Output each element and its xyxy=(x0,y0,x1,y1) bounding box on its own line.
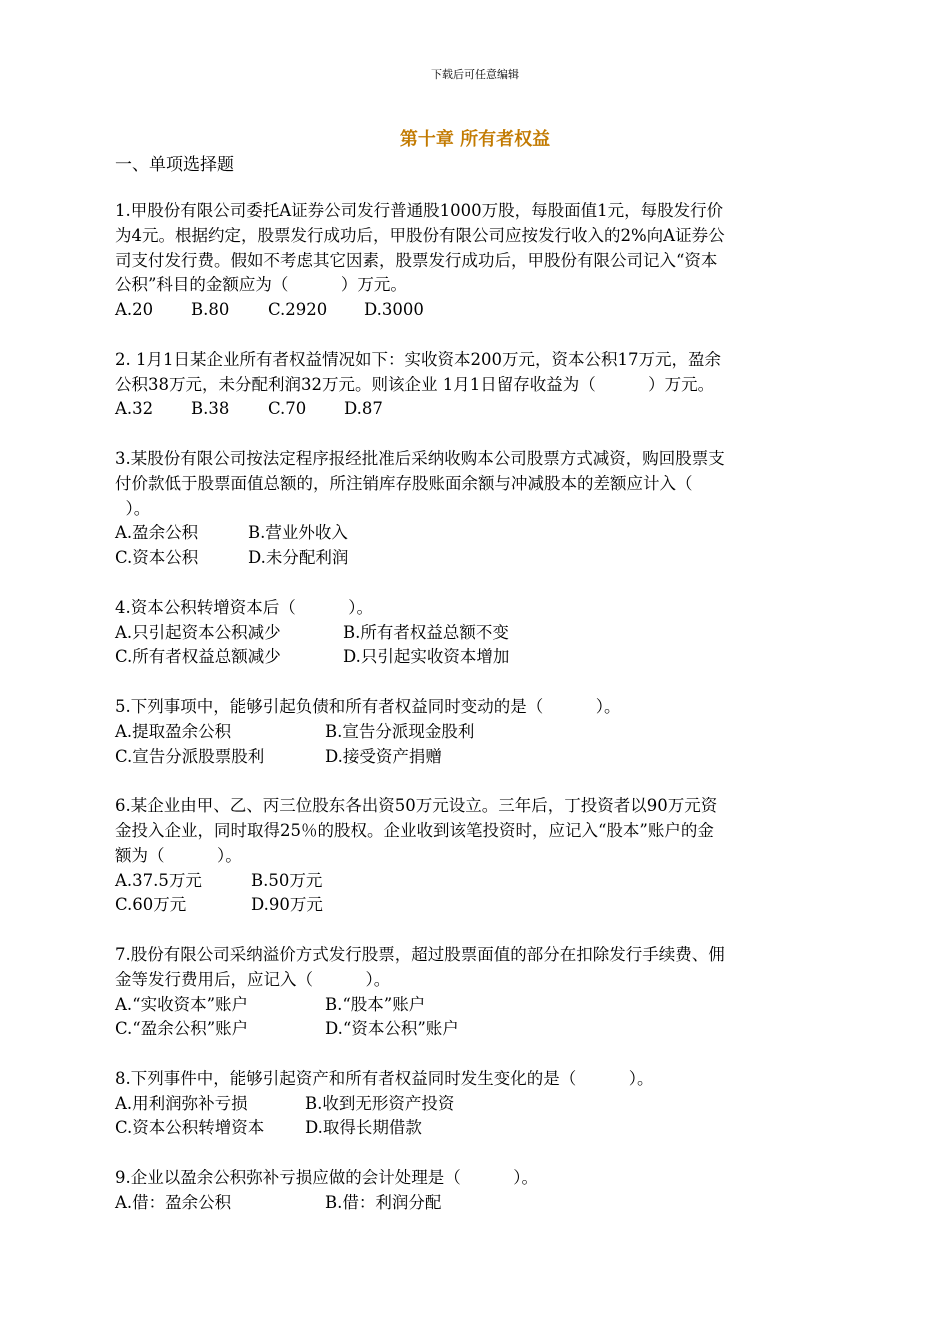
question-6 xyxy=(115,794,840,918)
option-row xyxy=(115,621,840,646)
question-text-line: 为4元。根据约定，股票发行成功后，甲股份有限公司应按发行收入的2%向A证券公 xyxy=(115,225,725,245)
answer-option: A.盈余公积 xyxy=(115,523,199,543)
question-5 xyxy=(115,695,840,769)
answer-option: A.借：盈余公积 xyxy=(115,1192,232,1212)
answer-option: C.资本公积 xyxy=(115,548,199,568)
answer-option: D.“资本公积”账户 xyxy=(325,1019,459,1039)
question-text-line: 8.下列事件中，能够引起资产和所有者权益同时发生变化的是（ ）。 xyxy=(115,1068,654,1088)
question-8 xyxy=(115,1067,840,1141)
spacer xyxy=(115,323,840,348)
question-text-line: 金投入企业，同时取得25％的股权。企业收到该笔投资时，应记入“股本”账户的金 xyxy=(115,820,714,840)
answer-option: A.20 xyxy=(115,300,154,320)
option-row xyxy=(115,720,840,745)
spacer xyxy=(115,422,840,447)
option-row xyxy=(115,893,840,918)
answer-option: A.37.5万元 xyxy=(115,870,202,890)
question-text-line: 9.企业以盈余公积弥补亏损应做的会计处理是（ ）。 xyxy=(115,1168,538,1188)
answer-option: B.借：利润分配 xyxy=(325,1192,442,1212)
spacer xyxy=(115,769,840,794)
section-heading: 一、单项选择题 xyxy=(115,155,234,175)
option-row xyxy=(115,1116,840,1141)
answer-option: C.资本公积转增资本 xyxy=(115,1118,265,1138)
question-4 xyxy=(115,596,840,670)
option-row xyxy=(115,1017,840,1042)
option-row xyxy=(115,745,840,770)
option-row xyxy=(115,1191,840,1216)
answer-option: C.所有者权益总额减少 xyxy=(115,647,281,667)
spacer xyxy=(115,1042,840,1067)
question-text-line: 4.资本公积转增资本后（ ）。 xyxy=(115,597,373,617)
question-text-line: 付价款低于股票面值总额的，所注销库存股账面余额与冲减股本的差额应计入（ xyxy=(115,473,693,493)
spacer xyxy=(115,918,840,943)
question-text-line: 公积”科目的金额应为（ ）万元。 xyxy=(115,275,407,295)
answer-option: B.“股本”账户 xyxy=(325,994,426,1014)
question-text-line: 2. 1月1日某企业所有者权益情况如下：实收资本200万元，资本公积17万元，盈余 xyxy=(115,349,721,369)
answer-option: C.2920 xyxy=(268,300,328,320)
option-row xyxy=(115,546,840,571)
question-text-line: 公积38万元，未分配利润32万元。则该企业 1月1日留存收益为（ ）万元。 xyxy=(115,374,715,394)
question-list xyxy=(115,199,840,1216)
option-row xyxy=(115,397,840,422)
page-header: 下载后可任意编辑 xyxy=(431,68,519,81)
answer-option: D.87 xyxy=(344,399,383,419)
option-row xyxy=(115,869,840,894)
question-text-line: 金等发行费用后，应记入（ ）。 xyxy=(115,969,391,989)
answer-option: C.宣告分派股票股利 xyxy=(115,746,265,766)
answer-option: B.50万元 xyxy=(251,870,323,890)
question-9 xyxy=(115,1166,840,1216)
answer-option: B.38 xyxy=(191,399,230,419)
answer-option: C.60万元 xyxy=(115,895,187,915)
answer-option: B.宣告分派现金股利 xyxy=(325,721,475,741)
question-text-line: ）。 xyxy=(115,498,151,518)
answer-option: A.用利润弥补亏损 xyxy=(115,1093,248,1113)
option-row xyxy=(115,1092,840,1117)
answer-option: A.只引起资本公积减少 xyxy=(115,622,281,642)
question-text-line: 3.某股份有限公司按法定程序报经批准后采纳收购本公司股票方式减资，购回股票支 xyxy=(115,448,725,468)
option-row xyxy=(115,521,840,546)
question-2 xyxy=(115,348,840,422)
answer-option: A.提取盈余公积 xyxy=(115,721,232,741)
question-text-line: 5.下列事项中，能够引起负债和所有者权益同时变动的是（ ）。 xyxy=(115,696,621,716)
question-7 xyxy=(115,943,840,1042)
question-3 xyxy=(115,447,840,571)
answer-option: A.32 xyxy=(115,399,154,419)
answer-option: D.3000 xyxy=(364,300,424,320)
spacer xyxy=(115,571,840,596)
question-text-line: 司支付发行费。假如不考虑其它因素，股票发行成功后，甲股份有限公司记入“资本 xyxy=(115,250,718,270)
spacer xyxy=(115,670,840,695)
answer-option: D.90万元 xyxy=(251,895,323,915)
question-text-line: 6.某企业由甲、乙、丙三位股东各出资50万元设立。三年后，丁投资者以90万元资 xyxy=(115,796,718,816)
question-text-line: 1.甲股份有限公司委托A证券公司发行普通股1000万股，每股面值1元，每股发行价 xyxy=(115,201,724,220)
question-text-line: 7.股份有限公司采纳溢价方式发行股票，超过股票面值的部分在扣除发行手续费、佣 xyxy=(115,944,725,964)
answer-option: B.营业外收入 xyxy=(248,523,348,543)
option-row xyxy=(115,298,840,323)
question-text-line: 额为（ ）。 xyxy=(115,845,242,865)
answer-option: D.只引起实收资本增加 xyxy=(343,647,510,667)
option-row xyxy=(115,645,840,670)
chapter-title: 第十章 所有者权益 xyxy=(399,129,551,150)
answer-option: D.接受资产捐赠 xyxy=(325,746,442,766)
option-row xyxy=(115,993,840,1018)
answer-option: B.收到无形资产投资 xyxy=(305,1093,455,1113)
answer-option: A.“实收资本”账户 xyxy=(115,994,249,1014)
answer-option: B.80 xyxy=(191,300,230,320)
answer-option: C.70 xyxy=(268,399,307,419)
spacer xyxy=(115,1141,840,1166)
answer-option: C.“盈余公积”账户 xyxy=(115,1019,249,1039)
answer-option: B.所有者权益总额不变 xyxy=(343,622,509,642)
question-1 xyxy=(115,199,840,323)
answer-option: D.未分配利润 xyxy=(248,548,349,568)
answer-option: D.取得长期借款 xyxy=(305,1118,422,1138)
